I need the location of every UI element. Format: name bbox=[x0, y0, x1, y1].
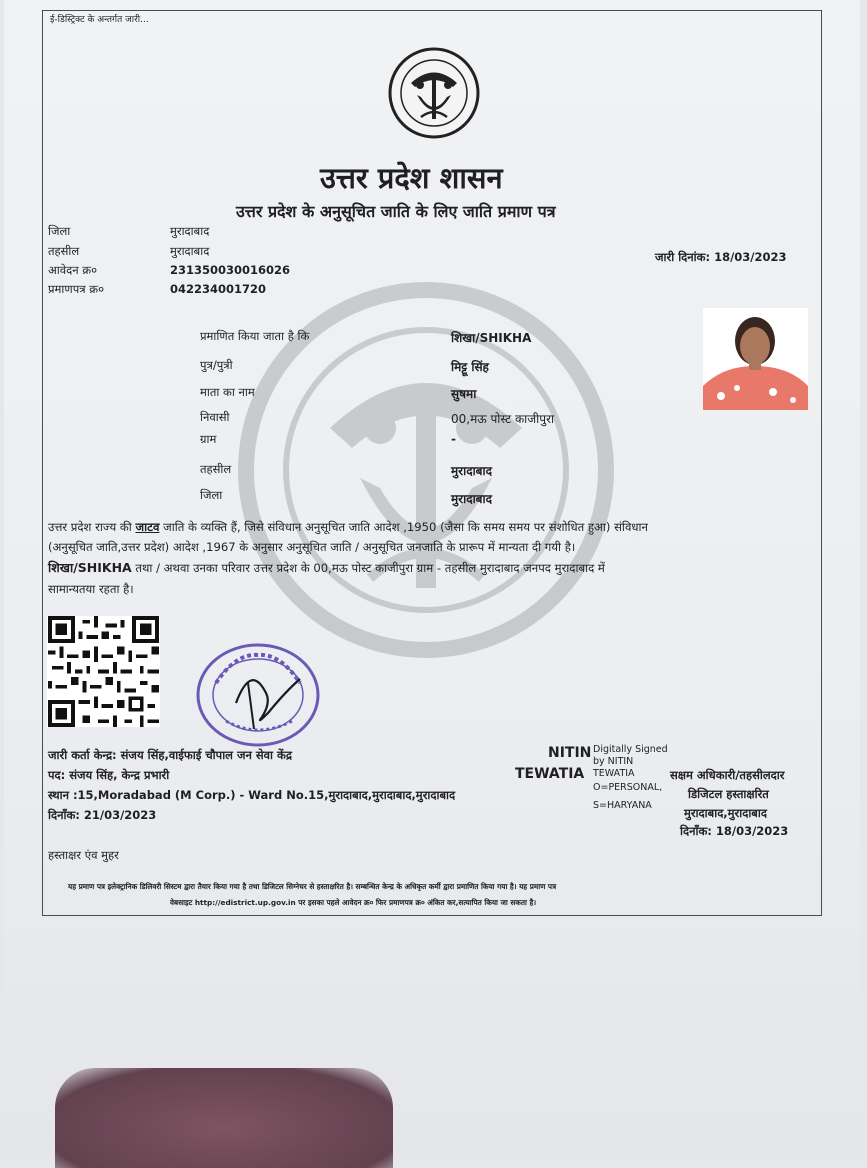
certificate-subtitle: उत्तर प्रदेश के अनुसूचित जाति के लिए जाति प्रमाण पत्र bbox=[236, 202, 556, 221]
footer-note-line-1: यह प्रमाण पत्र इलेक्ट्रानिक डिलिवरी सिस्टम द्वारा तैयार किया गया है तथा डिजिटल सिग्नेचर से हस्ताक्षरित है। सम्बन्धित केन्द्र के अधिकृत कर्मी द्वारा प्रमाणित किया गया है। यह प्रमाण पत्र bbox=[68, 882, 557, 891]
issuing-center: जारी कर्ता केन्द्र: संजय सिंह,वाईफाई चौपाल जन सेवा केंद्र bbox=[48, 748, 292, 762]
person-value-resident: 00,मऊ पोस्ट काजीपुरा bbox=[451, 412, 555, 426]
residence-name: शिखा/SHIKHA bbox=[48, 560, 132, 575]
detail-label-application-no: आवेदन क्र० bbox=[48, 263, 98, 277]
detail-value-district: मुरादाबाद bbox=[170, 224, 210, 238]
detail-label-district: जिला bbox=[48, 224, 71, 238]
person-label-tehsil: तहसील bbox=[200, 462, 232, 476]
signer-name-last: TEWATIA bbox=[515, 766, 585, 782]
residence-statement-line-1 bbox=[48, 558, 605, 578]
authority-date: दिनाँक: 18/03/2023 bbox=[680, 824, 789, 838]
person-value-name: शिखा/SHIKHA bbox=[451, 331, 532, 345]
person-label-certified: प्रमाणित किया जाता है कि bbox=[200, 329, 310, 343]
signature-detail-4: O=PERSONAL, bbox=[593, 782, 663, 793]
applicant-photo bbox=[703, 308, 808, 410]
signature-detail-5: S=HARYANA bbox=[593, 800, 652, 811]
statement-prefix: उत्तर प्रदेश राज्य की bbox=[48, 520, 136, 534]
detail-label-certificate-no: प्रमाणपत्र क्र० bbox=[48, 282, 105, 296]
signature-detail-3: TEWATIA bbox=[593, 768, 635, 779]
detail-value-certificate-no: 042234001720 bbox=[170, 282, 267, 296]
signature-seal-label: हस्ताक्षर एंव मुहर bbox=[48, 848, 119, 862]
person-label-mother: माता का नाम bbox=[200, 385, 255, 399]
signer-name-first: NITIN bbox=[548, 745, 592, 761]
center-seal-icon bbox=[196, 643, 326, 747]
caste-name: जाटव bbox=[135, 520, 160, 534]
signature-detail-1: Digitally Signed bbox=[593, 744, 668, 755]
residence-statement-line-2: सामान्यतया रहता है। bbox=[48, 582, 134, 596]
authority-location: मुरादाबाद,मुरादाबाद bbox=[684, 806, 767, 820]
issuer-date: दिनाँक: 21/03/2023 bbox=[48, 808, 157, 822]
person-label-village: ग्राम bbox=[200, 432, 217, 446]
qr-code-icon bbox=[47, 616, 160, 727]
signature-detail-2: by NITIN bbox=[593, 756, 634, 767]
certificate-statement-line-1 bbox=[48, 517, 648, 537]
person-value-mother: सुषमा bbox=[451, 387, 477, 401]
person-value-district: मुरादाबाद bbox=[451, 492, 493, 506]
person-label-child-of: पुत्र/पुत्री bbox=[200, 358, 233, 372]
authority-designation: सक्षम अधिकारी/तहसीलदार bbox=[670, 768, 785, 782]
detail-label-tehsil: तहसील bbox=[48, 244, 80, 258]
statement-suffix: जाति के व्यक्ति हैं, जिसे संविधान अनुसूचित जाति आदेश ,1950 (जैसा कि समय समय पर संशोधित हुआ) संविधान bbox=[159, 520, 648, 534]
residence-text: तथा / अथवा उनका परिवार उत्तर प्रदेश के 00,मऊ पोस्ट काजीपुरा ग्राम - तहसील मुरादाबाद जनपद मुरादाबाद में bbox=[131, 561, 605, 575]
person-label-district: जिला bbox=[200, 488, 223, 502]
page-title: उत्तर प्रदेश शासन bbox=[320, 161, 503, 195]
person-value-father: मिट्टू सिंह bbox=[451, 360, 489, 374]
person-label-resident: निवासी bbox=[200, 410, 230, 424]
issuer-post: पद: संजय सिंह, केन्द्र प्रभारी bbox=[48, 768, 170, 782]
issue-date: जारी दिनांक: 18/03/2023 bbox=[655, 250, 787, 264]
person-value-tehsil: मुरादाबाद bbox=[451, 464, 493, 478]
detail-value-application-no: 231350030016026 bbox=[170, 263, 291, 277]
detail-value-tehsil: मुरादाबाद bbox=[170, 244, 210, 258]
person-value-village: - bbox=[451, 432, 456, 446]
finger-shadow bbox=[55, 1068, 393, 1168]
authority-digital-signed: डिजिटल हस्ताक्षरित bbox=[688, 787, 769, 801]
up-government-emblem-icon bbox=[383, 47, 486, 139]
issuer-place: स्थान :15,Moradabad (M Corp.) - Ward No.15,मुरादाबाद,मुरादाबाद,मुरादाबाद bbox=[48, 788, 456, 802]
certificate-statement-line-2: (अनुसूचित जाति,उत्तर प्रदेश) आदेश ,1967 के अनुसार अनुसूचित जाति / अनुसूचित जनजाति के प्रारूप में मान्यता दी गयी है। bbox=[48, 540, 576, 554]
footer-note-line-2: वेबसाइट http://edistrict.up.gov.in पर इसका पहले आवेदन क्र० फिर प्रमाणपत्र क्र० अंकित कर,सत्यापित किया जा सकता है। bbox=[170, 898, 537, 907]
header-note: ई-डिस्ट्रिक्ट के अन्तर्गत जारी... bbox=[50, 15, 149, 25]
